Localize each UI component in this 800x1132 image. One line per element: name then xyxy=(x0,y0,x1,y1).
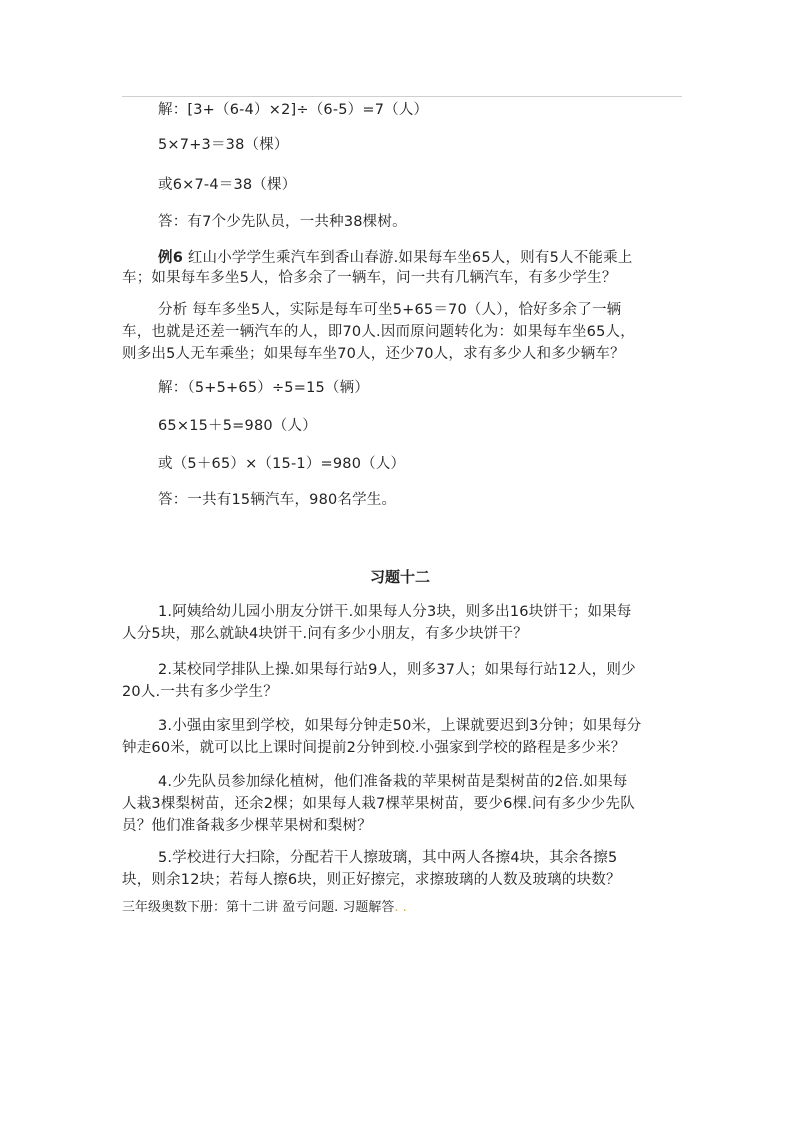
solution-line: 解：[3+（6-4）×2]÷（6-5）=7（人） xyxy=(158,102,429,118)
header-rule xyxy=(122,96,682,97)
footer xyxy=(122,896,407,915)
exercise-line: 5.学校进行大扫除，分配若干人擦玻璃，其中两人各擦4块，其余各擦5 xyxy=(158,850,618,866)
analysis-line: 车，也就是还差一辆汽车的人，即70人.因而原问题转化为：如果每车坐65人， xyxy=(122,324,635,340)
exercise-title: 习题十二 xyxy=(369,568,430,586)
example-text: 红山小学学生乘汽车到香山春游.如果每车坐65人，则有5人不能乘上 xyxy=(187,250,633,266)
solution-line: 65×15＋5=980（人） xyxy=(158,418,317,434)
analysis-line: 则多出5人无车乘坐；如果每车坐70人，还少70人，求有多少人和多少辆车？ xyxy=(122,346,625,362)
exercise-line: 1.阿姨给幼儿园小朋友分饼干.如果每人分3块，则多出16块饼干；如果每 xyxy=(158,604,632,620)
exercise-line: 员？他们准备栽多少棵苹果树和梨树？ xyxy=(122,818,372,834)
solution-line: 或6×7-4＝38（棵） xyxy=(158,177,297,193)
exercise-line: 钟走60米，就可以比上课时间提前2分钟到校.小强家到学校的路程是多少米？ xyxy=(122,740,626,756)
example-first-line xyxy=(158,248,633,268)
exercise-line: 人栽3棵梨树苗，还余2棵；如果每人栽7棵苹果树苗，要少6棵.问有多少少先队 xyxy=(122,796,635,812)
solution-line: 解：（5+5+65）÷5=15（辆） xyxy=(158,380,370,396)
exercise-line: 块，则余12块；若每人擦6块，则正好擦完，求擦玻璃的人数及玻璃的块数？ xyxy=(122,872,621,888)
exercise-line: 3.小强由家里到学校，如果每分钟走50米，上课就要迟到3分钟；如果每分 xyxy=(158,718,642,734)
footer-text: 三年级奥数下册：第十二讲 盈亏问题. 习题解答 xyxy=(122,900,395,915)
exercise-line: 2.某校同学排队上操.如果每行站9人，则多37人；如果每行站12人，则少 xyxy=(158,662,636,678)
example-label: 例6 xyxy=(158,250,183,266)
answer-line: 答：一共有15辆汽车，980名学生。 xyxy=(158,492,397,508)
answer-line: 答：有7个少先队员，一共种38棵树。 xyxy=(158,214,407,230)
example-line: 车；如果每车多坐5人，恰多余了一辆车，问一共有几辆汽车，有多少学生？ xyxy=(122,270,617,286)
solution-line: 或（5＋65）×（15-1）=980（人） xyxy=(158,456,406,472)
analysis-line: 分析 每车多坐5人，实际是每车可坐5+65＝70（人），恰好多余了一辆 xyxy=(158,302,622,318)
exercise-line: 人分5块，那么就缺4块饼干.问有多少小朋友，有多少块饼干？ xyxy=(122,626,528,642)
solution-line: 5×7+3＝38（棵） xyxy=(158,137,289,153)
footer-dots: . . xyxy=(394,900,407,915)
exercise-line: 20人.一共有多少学生？ xyxy=(122,684,278,700)
exercise-line: 4.少先队员参加绿化植树，他们准备栽的苹果树苗是梨树苗的2倍.如果每 xyxy=(158,774,628,790)
